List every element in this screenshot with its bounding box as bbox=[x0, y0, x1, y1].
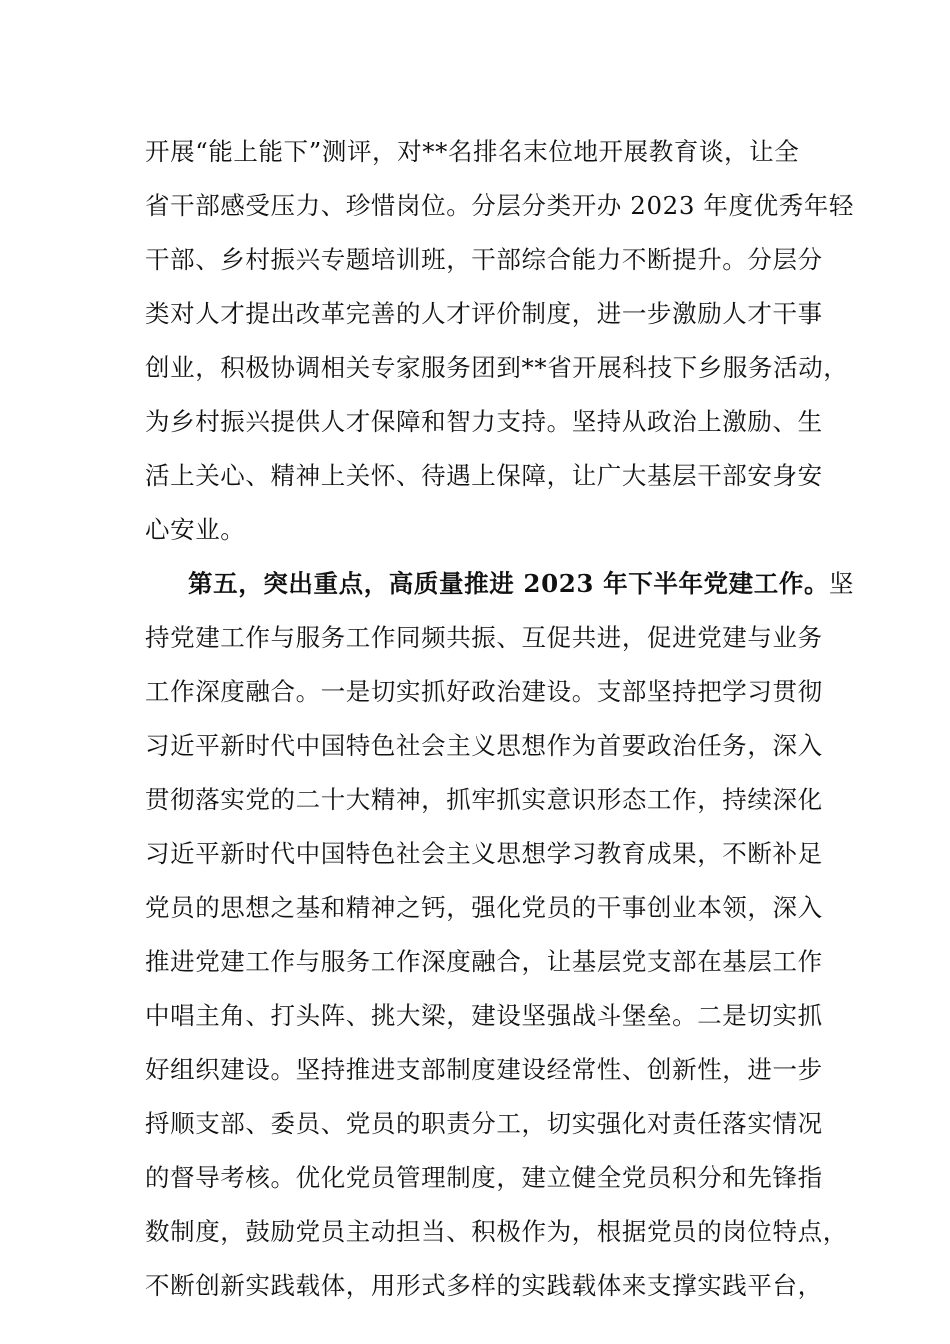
paragraph-1-line-3: 干部、乡村振兴专题培训班，干部综合能力不断提升。分层分 bbox=[145, 245, 823, 274]
paragraph-2-line-7: 推进党建工作与服务工作深度融合，让基层党支部在基层工作 bbox=[145, 947, 823, 976]
paragraph-1-line-6: 为乡村振兴提供人才保障和智力支持。坚持从政治上激励、生 bbox=[145, 407, 823, 436]
paragraph-2-line-1: 持党建工作与服务工作同频共振、互促共进，促进党建与业务 bbox=[145, 623, 823, 652]
paragraph-2-line-12: 数制度，鼓励党员主动担当、积极作为，根据党员的岗位特点， bbox=[145, 1217, 848, 1246]
section-heading: 第五，突出重点，高质量推进 2023 年下半年党建工作。 bbox=[188, 569, 830, 598]
paragraph-2-line-2: 工作深度融合。一是切实抓好政治建设。支部坚持把学习贯彻 bbox=[145, 677, 823, 706]
paragraph-2-line-10: 捋顺支部、委员、党员的职责分工，切实强化对责任落实情况 bbox=[145, 1109, 823, 1138]
paragraph-2-line-9: 好组织建设。坚持推进支部制度建设经常性、创新性，进一步 bbox=[145, 1055, 823, 1084]
paragraph-1-line-4: 类对人才提出改革完善的人才评价制度，进一步激励人才干事 bbox=[145, 299, 823, 328]
paragraph-2-line-8: 中唱主角、打头阵、挑大梁，建设坚强战斗堡垒。二是切实抓 bbox=[145, 1001, 823, 1030]
paragraph-1-line-2: 省干部感受压力、珍惜岗位。分层分类开办 2023 年度优秀年轻 bbox=[145, 191, 855, 220]
heading-tail-text: 坚 bbox=[829, 569, 855, 598]
paragraph-2-line-4: 贯彻落实党的二十大精神，抓牢抓实意识形态工作，持续深化 bbox=[145, 785, 823, 814]
paragraph-1-line-8: 心安业。 bbox=[145, 515, 246, 544]
paragraph-2-line-3: 习近平新时代中国特色社会主义思想作为首要政治任务，深入 bbox=[145, 731, 823, 760]
paragraph-2-heading-line bbox=[188, 564, 855, 604]
paragraph-1-line-1: 开展“能上能下”测评，对**名排名末位地开展教育谈，让全 bbox=[145, 137, 800, 166]
paragraph-1-line-7: 活上关心、精神上关怀、待遇上保障，让广大基层干部安身安 bbox=[145, 461, 823, 490]
paragraph-1-line-5: 创业，积极协调相关专家服务团到**省开展科技下乡服务活动， bbox=[145, 353, 849, 382]
paragraph-2-line-11: 的督导考核。优化党员管理制度，建立健全党员积分和先锋指 bbox=[145, 1163, 823, 1192]
paragraph-2-line-6: 党员的思想之基和精神之钙，强化党员的干事创业本领，深入 bbox=[145, 893, 823, 922]
paragraph-2-line-13: 不断创新实践载体，用形式多样的实践载体来支撑实践平台， bbox=[145, 1271, 823, 1300]
paragraph-2-line-5: 习近平新时代中国特色社会主义思想学习教育成果，不断补足 bbox=[145, 839, 823, 868]
